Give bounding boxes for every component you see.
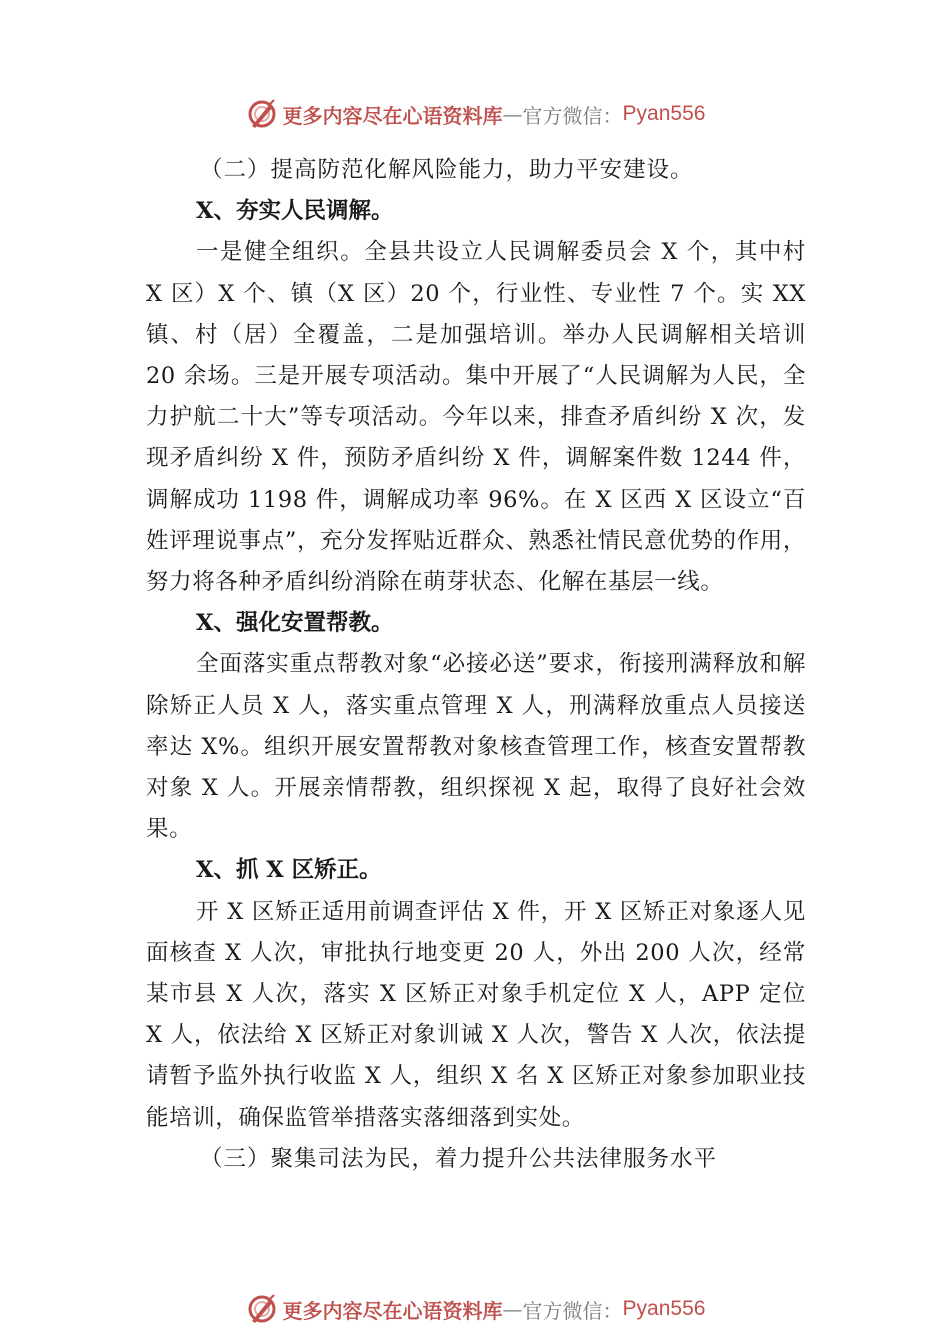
- document-body: [146, 150, 806, 1180]
- watermark-brand: 更多内容尽在心语资料库: [282, 1298, 503, 1323]
- item1-paragraph: 一是健全组织。全县共设立人民调解委员会 X 个，其中村 X 区）X 个、镇（X 区）20 个，行业性、专业性 7 个。实 XX 镇、村（居）全覆盖，二是加强培训。举办人民调解相关培训 20 余场。三是开展专项活动。集中开展了“人民调解为人民，全力护航二十大”等专项活动。今年以来，排查矛盾纠纷 X 次，发现矛盾纠纷 X 件，预防矛盾纠纷 X 件，调解案件数 1244 件，调解成功 1198 件，调解成功率 96%。在 X 区西 X 区设立“百姓评理说事点”，充分发挥贴近群众、熟悉社情民意优势的作用，努力将各种矛盾纠纷消除在萌芽状态、化解在基层一线。: [146, 239, 806, 596]
- watermark-separator: —: [502, 102, 523, 126]
- quill-seal-icon: [245, 97, 279, 131]
- watermark-banner-bottom: [0, 1289, 950, 1329]
- watermark-banner-top: [0, 94, 950, 134]
- quill-seal-icon: [245, 1292, 279, 1326]
- item2-heading: X、强化安置帮教。: [196, 610, 394, 637]
- watermark-wechat-id: Pyan556: [622, 1297, 706, 1320]
- watermark-wechat-id: Pyan556: [622, 102, 706, 125]
- watermark-separator: —: [502, 1297, 523, 1321]
- watermark-brand: 更多内容尽在心语资料库: [282, 103, 503, 128]
- watermark-label: 官方微信：: [522, 1298, 623, 1323]
- section2-heading: （二）提高防范化解风险能力，助力平安建设。: [200, 157, 694, 183]
- item1-heading: X、夯实人民调解。: [196, 198, 394, 225]
- item3-paragraph: 开 X 区矫正适用前调查评估 X 件，开 X 区矫正对象逐人见面核查 X 人次，审批执行地变更 20 人，外出 200 人次，经常某市县 X 人次，落实 X 区矫正对象手机定位 X 人，APP 定位 X 人，依法给 X 区矫正对象训诫 X 人次，警告 X 人次，依法提请暂予监外执行收监 X 人，组织 X 名 X 区矫正对象参加职业技能培训，确保监管举措落实落细落到实处。: [146, 898, 806, 1131]
- item3-heading: X、抓 X 区矫正。: [196, 857, 382, 884]
- watermark-label: 官方微信：: [522, 103, 623, 128]
- section3-heading: （三）聚集司法为民，着力提升公共法律服务水平: [200, 1145, 718, 1172]
- item2-paragraph: 全面落实重点帮教对象“必接必送”要求，衔接刑满释放和解除矫正人员 X 人，落实重点管理 X 人，刑满释放重点人员接送率达 X%。组织开展安置帮教对象核查管理工作，核查安置帮教对象 X 人。开展亲情帮教，组织探视 X 起，取得了良好社会效果。: [146, 651, 806, 843]
